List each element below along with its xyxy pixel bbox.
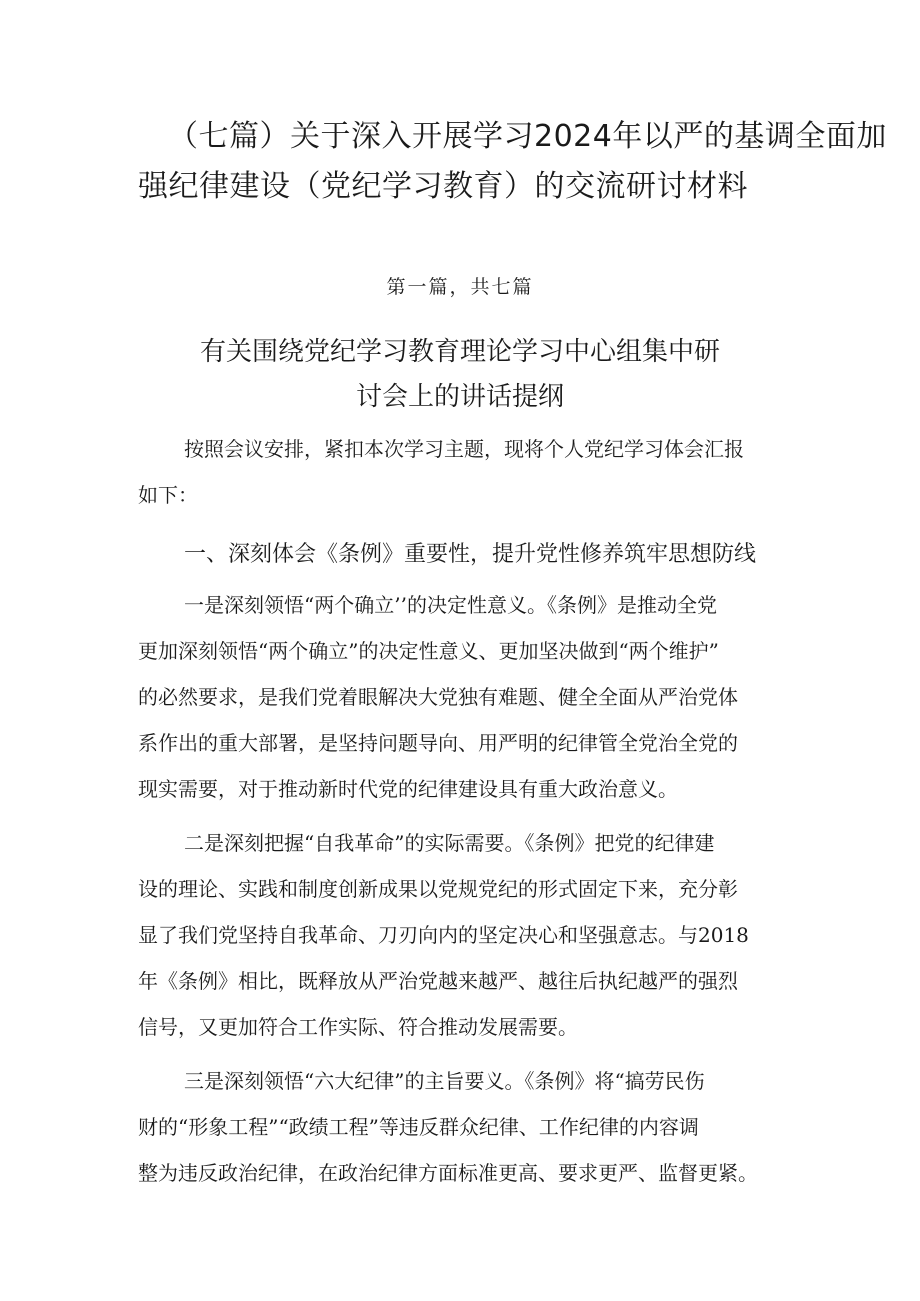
paragraph-2-line-4: 年《条例》相比，既释放从严治党越来越严、越往后执纪越严的强烈 (138, 969, 738, 993)
paragraph-3-line-3: 整为违反政治纪律，在政治纪律方面标准更高、要求更严、监督更紧。 (138, 1161, 758, 1185)
title-line-1: （七篇）关于深入开展学习2024年以严的基调全面加 (168, 119, 887, 154)
paragraph-2-line-5: 信号，又更加符合工作实际、符合推动发展需要。 (138, 1015, 578, 1039)
title-line-2: 强纪律建设（党纪学习教育）的交流研讨材料 (138, 169, 748, 204)
paragraph-1-line-3: 的必然要求，是我们党着眼解决大党独有难题、健全全面从严治党体 (138, 685, 738, 709)
subtitle-line-1: 有关围绕党纪学习教育理论学习中心组集中研 (199, 337, 720, 367)
intro-paragraph (138, 426, 798, 518)
paragraph-2-line-1: 二是深刻把握“自我革命”的实际需要。《条例》把党的纪律建 (184, 831, 715, 855)
speech-subtitle (0, 330, 920, 420)
part-label: 第一篇，共七篇 (386, 276, 534, 298)
paragraph-1-line-5: 现实需要，对于推动新时代党的纪律建设具有重大政治意义。 (138, 777, 678, 801)
intro-line-1: 按照会议安排，紧扣本次学习主题，现将个人党纪学习体会汇报 (184, 437, 744, 461)
subtitle-line-2: 讨会上的讲话提纲 (355, 382, 564, 412)
paragraph-2-line-2: 设的理论、实践和制度创新成果以党规党纪的形式固定下来，充分彰 (138, 877, 738, 901)
paragraph-3 (138, 1058, 798, 1196)
section-heading-1 (138, 532, 808, 578)
section-heading-text: 一、深刻体会《条例》重要性，提升党性修养筑牢思想防线 (184, 542, 757, 567)
paragraph-3-line-2: 财的“形象工程”“政绩工程”等违反群众纪律、工作纪律的内容调 (138, 1115, 699, 1139)
paragraph-1 (138, 582, 798, 812)
paragraph-2 (138, 820, 798, 1050)
intro-line-2: 如下： (138, 483, 198, 507)
paragraph-1-line-1: 一是深刻领悟“两个确立’’的决定性意义。《条例》是推动全党 (184, 593, 717, 617)
paragraph-2-line-3: 显了我们党坚持自我革命、刀刃向内的坚定决心和坚强意志。与2018 (138, 923, 749, 947)
paragraph-3-line-1: 三是深刻领悟“六大纪律”的主旨要义。《条例》将“搞劳民伤 (184, 1069, 705, 1093)
paragraph-1-line-2: 更加深刻领悟“两个确立”的决定性意义、更加坚决做到“两个维护” (138, 639, 719, 663)
paragraph-1-line-4: 系作出的重大部署，是坚持问题导向、用严明的纪律管全党治全党的 (138, 731, 738, 755)
document-title (138, 112, 887, 212)
